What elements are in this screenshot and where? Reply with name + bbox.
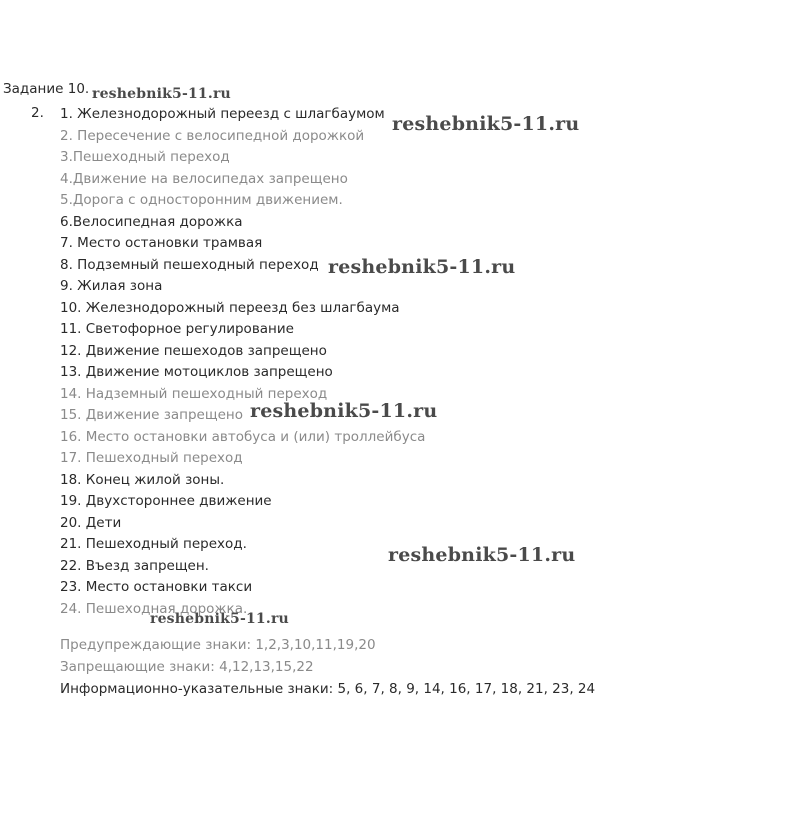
list-item: 3.Пешеходный переход — [60, 149, 230, 165]
watermark: reshebnik5-11.ru — [92, 86, 231, 102]
watermark: reshebnik5-11.ru — [250, 400, 438, 422]
list-item: 14. Надземный пешеходный переход — [60, 385, 328, 402]
warning-signs-line: Предупреждающие знаки: 1,2,3,10,11,19,20 — [60, 637, 376, 653]
list-item: 1. Железнодорожный переезд с шлагбаумом — [60, 106, 385, 122]
list-item: 21. Пешеходный переход. — [60, 536, 247, 552]
sign-list — [60, 104, 425, 620]
list-item: 10. Железнодорожный переезд без шлагбаума — [60, 299, 400, 316]
list-item: 8. Подземный пешеходный переход — [60, 256, 319, 273]
watermark: reshebnik5-11.ru — [328, 256, 516, 278]
list-item: 20. Дети — [60, 514, 122, 531]
list-item: 18. Конец жилой зоны. — [60, 471, 225, 488]
informational-signs-line: Информационно-указательные знаки: 5, 6, 7, 8, 9, 14, 16, 17, 18, 21, 23, 24 — [60, 681, 596, 697]
summary-block — [60, 634, 595, 700]
list-item: 11. Светофорное регулирование — [60, 321, 294, 337]
task-title: Задание 10. — [3, 81, 90, 97]
watermark: reshebnik5-11.ru — [388, 544, 576, 566]
list-item: 24. Пешеходная дорожка. — [60, 600, 248, 617]
list-item: 17. Пешеходный переход — [60, 450, 243, 466]
list-item: 22. Въезд запрещен. — [60, 557, 209, 574]
prohibiting-signs-line: Запрещающие знаки: 4,12,13,15,22 — [60, 659, 314, 675]
list-item: 19. Двухстороннее движение — [60, 493, 272, 509]
list-item: 13. Движение мотоциклов запрещено — [60, 364, 333, 380]
list-item: 7. Место остановки трамвая — [60, 235, 263, 251]
watermark: reshebnik5-11.ru — [150, 611, 289, 627]
list-item: 5.Дорога с односторонним движением. — [60, 192, 343, 208]
list-item: 15. Движение запрещено — [60, 407, 243, 423]
list-item: 23. Место остановки такси — [60, 579, 253, 595]
list-item: 4.Движение на велосипедах запрещено — [60, 170, 348, 187]
list-item: 9. Жилая зона — [60, 278, 163, 294]
list-item: 16. Место остановки автобуса и (или) троллейбуса — [60, 428, 426, 445]
list-item: 12. Движение пешеходов запрещено — [60, 342, 327, 359]
list-item: 2. Пересечение с велосипедной дорожкой — [60, 127, 365, 144]
list-item: 6.Велосипедная дорожка — [60, 213, 243, 230]
watermark: reshebnik5-11.ru — [392, 113, 580, 135]
task-number: 2. — [31, 105, 44, 121]
